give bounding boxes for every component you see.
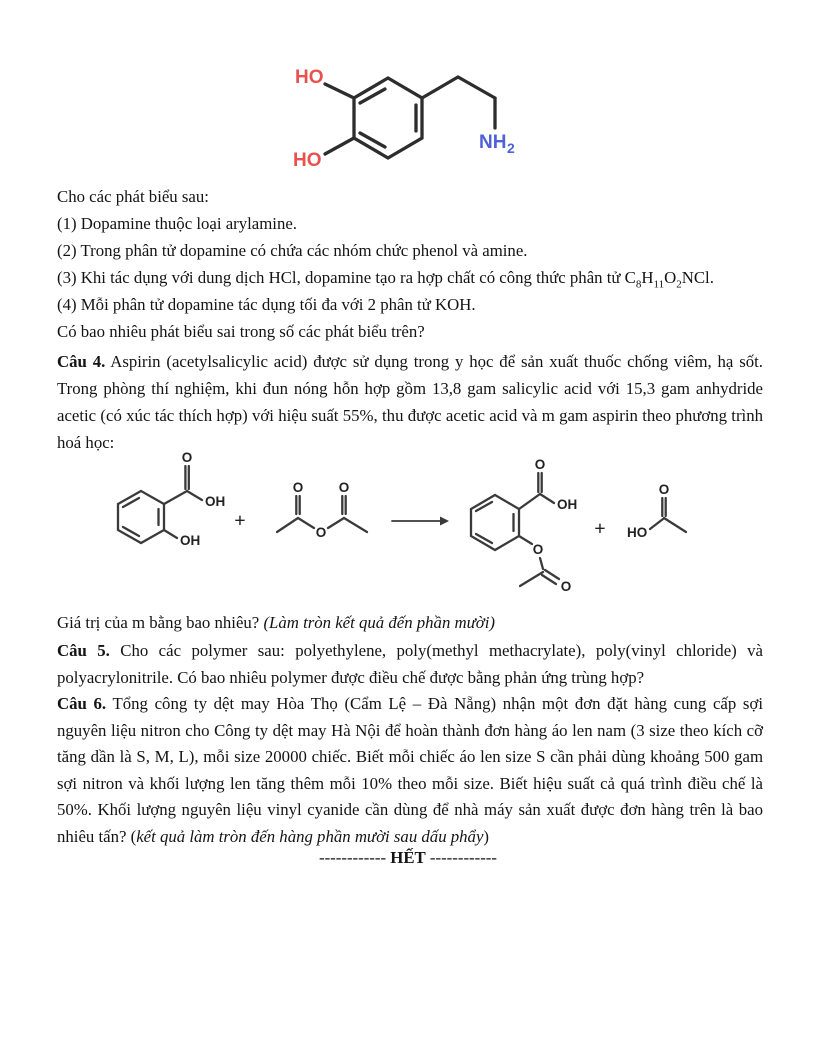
statement-2: (2) Trong phân tử dopamine có chứa các nhóm chức phenol và amine. <box>57 241 528 260</box>
question-5 <box>57 637 763 691</box>
end-marker <box>0 848 816 868</box>
c-oh-bond <box>540 494 554 503</box>
question-6-text: Tổng công ty dệt may Hòa Thọ (Cẩm Lệ – Đà Nẵng) nhận một đơn đặt hàng cung cấp sợi nguyên liệu nitron cho Công ty dệt may Hà Nội để hoàn thành đơn hàng áo len nam (3 size theo kích cỡ tăng dần là S, M, L), mỗi size 20000 chiếc. Biết mỗi chiếc áo len size S cần phải dùng khoảng 500 gam sợi nitron và khối lượng len tăng thêm mỗi 10% theo mỗi size. Biết hiệu suất cả quá trình điều chế là 50%. Khối lượng nguyên liệu vinyl cyanide cần dùng để nhà máy sản xuất được đơn hàng trên là bao nhiêu tấn? ( <box>57 694 764 846</box>
ho-top-bond <box>325 84 354 98</box>
ring-double-bond <box>476 502 492 511</box>
question-6 <box>57 691 763 851</box>
reaction-arrow-head <box>440 517 449 526</box>
oh-label: OH <box>557 497 578 512</box>
statements-question: Có bao nhiêu phát biểu sai trong số các phát biểu trên? <box>57 322 425 341</box>
question-6-text-suffix: ) <box>483 826 489 846</box>
phenol-oh-bond <box>164 530 177 538</box>
formula-subscript: 2 <box>676 278 682 291</box>
formula-subscript: 11 <box>653 278 665 291</box>
o-label: O <box>181 450 193 465</box>
question-5-text: Cho các polymer sau: polyethylene, poly(methyl methacrylate), poly(vinyl chloride) và polyacrylonitrile. Có bao nhiêu polymer được điều chế được bằng phản ứng trùng hợp? <box>57 641 763 687</box>
answer-prompt: Giá trị của m bằng bao nhiêu? <box>57 613 264 632</box>
plus-sign: + <box>594 518 606 540</box>
ho-bottom-bond <box>325 138 354 154</box>
c-oh-bond <box>187 491 202 500</box>
question-4-label: Câu 4. <box>57 352 106 371</box>
cooh-bond <box>164 491 187 504</box>
plus-sign: + <box>234 510 246 532</box>
end-label: HẾT <box>390 848 426 867</box>
oh-label: OH <box>205 494 226 509</box>
statements-block <box>57 183 763 345</box>
ho-c-bond <box>650 519 663 529</box>
statement-3: (3) Khi tác dụng với dung dịch HCl, dopamine tạo ra hợp chất có công thức phân tử $C_8H_{11}O_2NCl$. <box>57 268 714 291</box>
question-4-text: Aspirin (acetylsalicylic acid) được sử dụng trong y học để sản xuất thuốc chống viêm, hạ sốt. Trong phòng thí nghiệm, khi đun nóng hỗn hợp gồm 13,8 gam salicylic acid với 15,3 gam anhydride acetic (có xúc tác thích hợp) với hiệu suất 55%, thu được acetic acid và m gam aspirin theo phương trình hoá học: <box>57 352 764 452</box>
ch3-bond <box>664 518 686 532</box>
question-4 <box>57 348 763 456</box>
statements-intro: Cho các phát biểu sau: <box>57 187 209 206</box>
ring-double-bond <box>476 534 492 543</box>
dopamine-bonds <box>325 77 495 158</box>
ester-o-bond <box>519 536 532 544</box>
question-6-rounding-note: kết quả làm tròn đến hàng phần mười sau dấu phẩy <box>136 826 484 846</box>
o-label: O <box>534 457 546 472</box>
statement-1: (1) Dopamine thuộc loại arylamine. <box>57 214 297 233</box>
acetyl-ch3-bond <box>520 572 543 586</box>
dopamine-structure-image <box>275 50 555 185</box>
ho-top-label: HO <box>295 67 324 88</box>
benzene-ring <box>354 78 422 158</box>
salicylic-benzene-ring <box>118 491 164 543</box>
end-dashes-left: ------------ <box>319 848 387 867</box>
o-label: O <box>532 542 544 557</box>
answer-rounding-note: (Làm tròn kết quả đến phần mười) <box>263 613 496 632</box>
o-label: O <box>315 525 327 540</box>
anhydride-bond <box>277 518 314 532</box>
statement-4: (4) Mỗi phân tử dopamine tác dụng tối đa với 2 phân tử KOH. <box>57 295 476 314</box>
aspirin-reaction-scheme-image <box>92 448 742 613</box>
question-4-answer-line <box>57 609 763 636</box>
oh-label: OH <box>180 533 201 548</box>
ester-o-bond <box>540 558 543 569</box>
o-label: O <box>292 480 304 495</box>
formula-subscript: 8 <box>635 278 642 291</box>
nh2-label: NH <box>479 132 507 153</box>
question-5-label: Câu 5. <box>57 641 110 660</box>
o-label: O <box>658 482 670 497</box>
cooh-bond <box>519 494 540 509</box>
question-6-label: Câu 6. <box>57 694 107 713</box>
o-label: O <box>338 480 350 495</box>
end-dashes-right: ------------ <box>429 848 497 867</box>
aspirin-benzene-ring <box>471 495 519 550</box>
o-label: O <box>560 579 572 594</box>
ho-label: HO <box>627 525 648 540</box>
anhydride-bond <box>328 518 367 532</box>
nh2-subscript: 2 <box>507 140 515 156</box>
ethyl-chain-bond <box>422 77 495 98</box>
ho-bottom-label: HO <box>293 150 322 171</box>
